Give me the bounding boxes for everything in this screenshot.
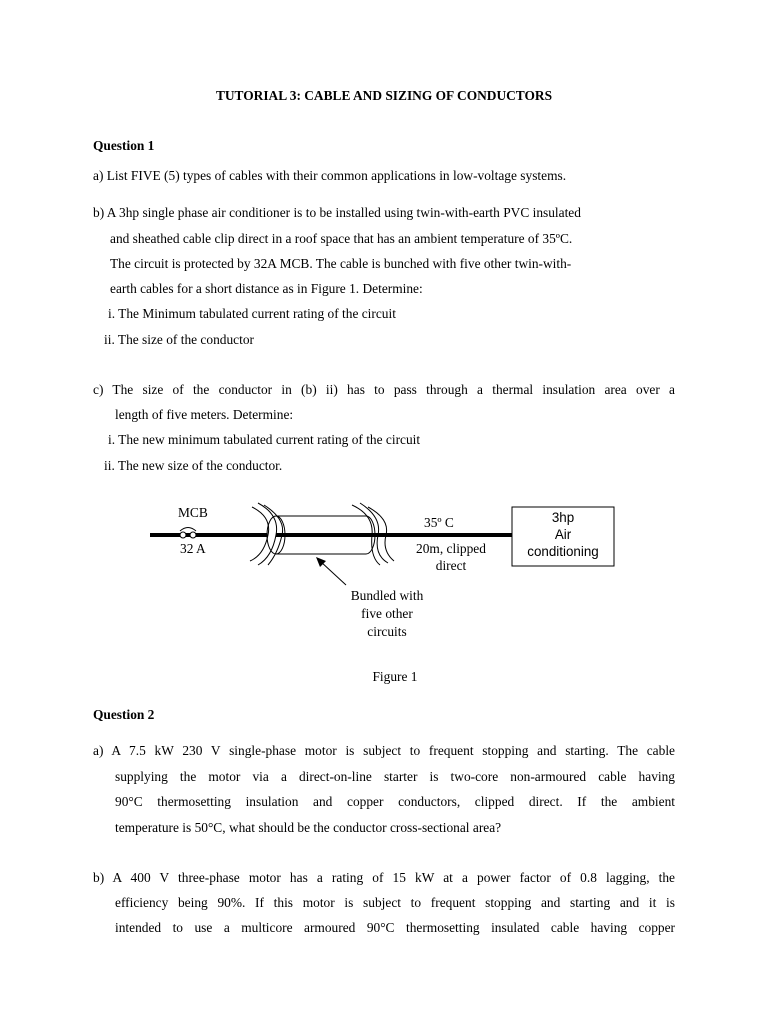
q1-part-c-line-1: c) The size of the conductor in (b) ii) has to pass through a thermal insulation area over a	[93, 382, 675, 397]
q1-part-b-line-3: The circuit is protected by 32A MCB. The cable is bunched with five other twin-with-	[110, 256, 572, 271]
bundle-label-line-1: Bundled with	[350, 588, 424, 603]
question-2-heading: Question 2	[93, 707, 155, 722]
q1-part-c-ii: ii. The new size of the conductor.	[104, 458, 283, 473]
cable-run-label-line-1: 20m, clipped	[416, 541, 486, 556]
q2-part-a-line-4: temperature is 50°C, what should be the conductor cross-sectional area?	[115, 820, 502, 835]
q2-part-b-line-1: b) A 400 V three-phase motor has a rating of 15 kW at a power factor of 0.8 lagging, the	[93, 870, 675, 885]
cable-run-label-line-2: direct	[435, 558, 467, 573]
page-title: TUTORIAL 3: CABLE AND SIZING OF CONDUCTORS	[215, 88, 553, 103]
mcb-contact-right	[190, 532, 196, 538]
mcb-label: MCB	[178, 505, 208, 520]
q1-part-b-i: i. The Minimum tabulated current rating of the circuit	[108, 306, 396, 321]
q1-part-c-i: i. The new minimum tabulated current rating of the circuit	[108, 432, 421, 447]
ambient-temperature-label: 35º C	[424, 515, 454, 530]
load-label-line-2: Air	[554, 527, 572, 542]
q2-part-b-line-3: intended to use a multicore armoured 90°C thermosetting insulated cable having copper	[115, 920, 675, 935]
mcb-rating: 32 A	[180, 541, 206, 556]
load-label-line-1: 3hp	[551, 510, 575, 525]
q2-part-b-line-2: efficiency being 90%. If this motor is subject to frequent stopping and starting and it is	[115, 895, 675, 910]
question-1-heading: Question 1	[93, 138, 155, 153]
bundle-arrow-line	[320, 561, 346, 585]
figure-caption: Figure 1	[372, 669, 418, 684]
q1-part-b-line-4: earth cables for a short distance as in Figure 1. Determine:	[110, 281, 423, 296]
q2-part-a-line-2: supplying the motor via a direct-on-line starter is two-core non-armoured cable having	[115, 769, 675, 784]
load-label-line-3: conditioning	[527, 544, 599, 559]
q1-part-b-ii: ii. The size of the conductor	[104, 332, 254, 347]
q2-part-a-line-3: 90°C thermosetting insulation and copper conductors, clipped direct. If the ambient	[115, 794, 675, 809]
bundle-label-line-3: circuits	[367, 624, 407, 639]
q1-part-b-line-1: b) A 3hp single phase air conditioner is to be installed using twin-with-earth PVC insulated	[93, 205, 581, 220]
q1-part-c-line-2: length of five meters. Determine:	[115, 407, 294, 422]
q2-part-a-line-1: a) A 7.5 kW 230 V single-phase motor is subject to frequent stopping and starting. The cable	[93, 743, 675, 758]
q1-part-a: a) List FIVE (5) types of cables with their common applications in low-voltage systems.	[93, 168, 567, 183]
q1-part-b-line-2: and sheathed cable clip direct in a roof space that has an ambient temperature of 35ºC.	[110, 231, 573, 246]
mcb-switch-arc	[180, 528, 196, 532]
mcb-contact-left	[180, 532, 186, 538]
bundle-label-line-2: five other	[361, 606, 413, 621]
